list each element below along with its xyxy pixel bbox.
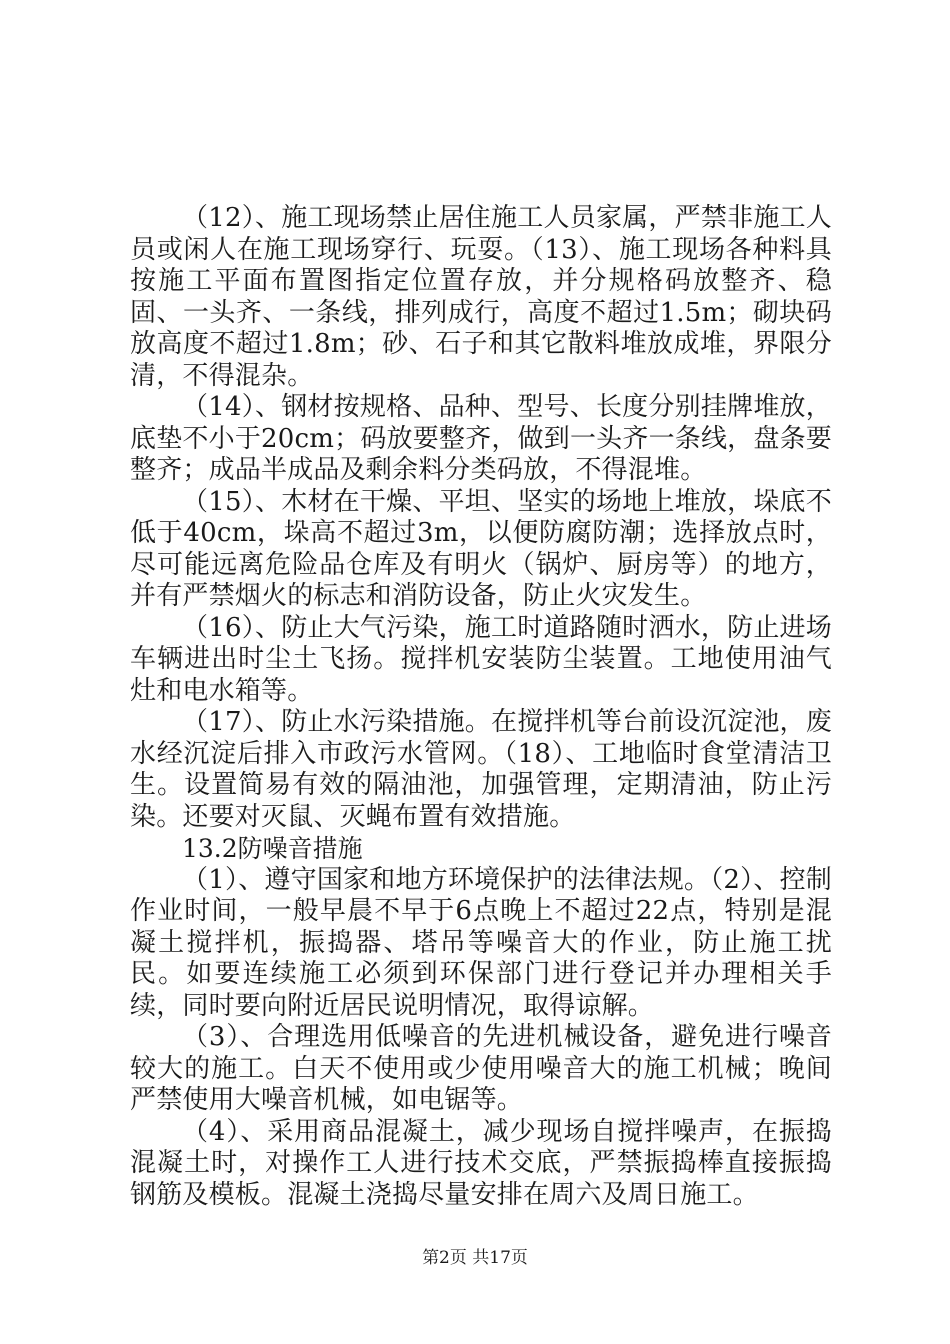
paragraph-15: （15）、木材在干燥、平坦、坚实的场地上堆放，垛底不低于40cm，垛高不超过3m，以便防腐防潮；选择放点时，尽可能远离危险品仓库及有明火（锅炉、厨房等）的地方，并有严禁烟火的标志和消防设备，防止火灾发生。 [130,486,832,611]
paragraph-16: （16）、防止大气污染，施工时道路随时洒水，防止进场车辆进出时尘土飞扬。搅拌机安装防尘装置。工地使用油气灶和电水箱等。 [130,612,832,706]
paragraph-noise-3: （3）、合理选用低噪音的先进机械设备，避免进行噪音较大的施工。白天不使用或少使用噪音大的施工机械；晚间严禁使用大噪音机械，如电锯等。 [130,1022,832,1115]
paragraph-14: （14）、钢材按规格、品种、型号、长度分别挂牌堆放，底垫不小于20cm；码放要整齐，做到一头齐一条线，盘条要整齐；成品半成品及剩余料分类码放，不得混堆。 [130,392,832,485]
page-number: 第2页 共17页 [422,1248,528,1268]
paragraph-17-18: （17）、防止水污染措施。在搅拌机等台前设沉淀池，废水经沉淀后排入市政污水管网。（18）、工地临时食堂清洁卫生。设置简易有效的隔油池，加强管理，定期清油，防止污染。还要对灭鼠、灭蝇布置有效措施。 [130,707,832,832]
document-body [130,203,832,1211]
paragraph-noise-1-2: （1）、遵守国家和地方环境保护的法律法规。（2）、控制作业时间，一般早晨不早于6点晚上不超过22点，特别是混凝土搅拌机，振捣器、塔吊等噪音大的作业，防止施工扰民。如要连续施工必须到环保部门进行登记并办理相关手续，同时要向附近居民说明情况，取得谅解。 [130,864,832,1021]
paragraph-noise-4: （4）、采用商品混凝土，减少现场自搅拌噪声，在振捣混凝土时，对操作工人进行技术交底，严禁振捣棒直接振捣钢筋及模板。混凝土浇捣尽量安排在周六及周日施工。 [130,1116,832,1210]
section-heading: 13.2防噪音措施 [182,834,363,863]
paragraph-12-13: （12）、施工现场禁止居住施工人员家属，严禁非施工人员或闲人在施工现场穿行、玩耍。（13）、施工现场各种料具按施工平面布置图指定位置存放，并分规格码放整齐、稳固、一头齐、一条线，排列成行，高度不超过1.5m；砌块码放高度不超过1.8m；砂、石子和其它散料堆放成堆，界限分清，不得混杂。 [130,203,832,391]
